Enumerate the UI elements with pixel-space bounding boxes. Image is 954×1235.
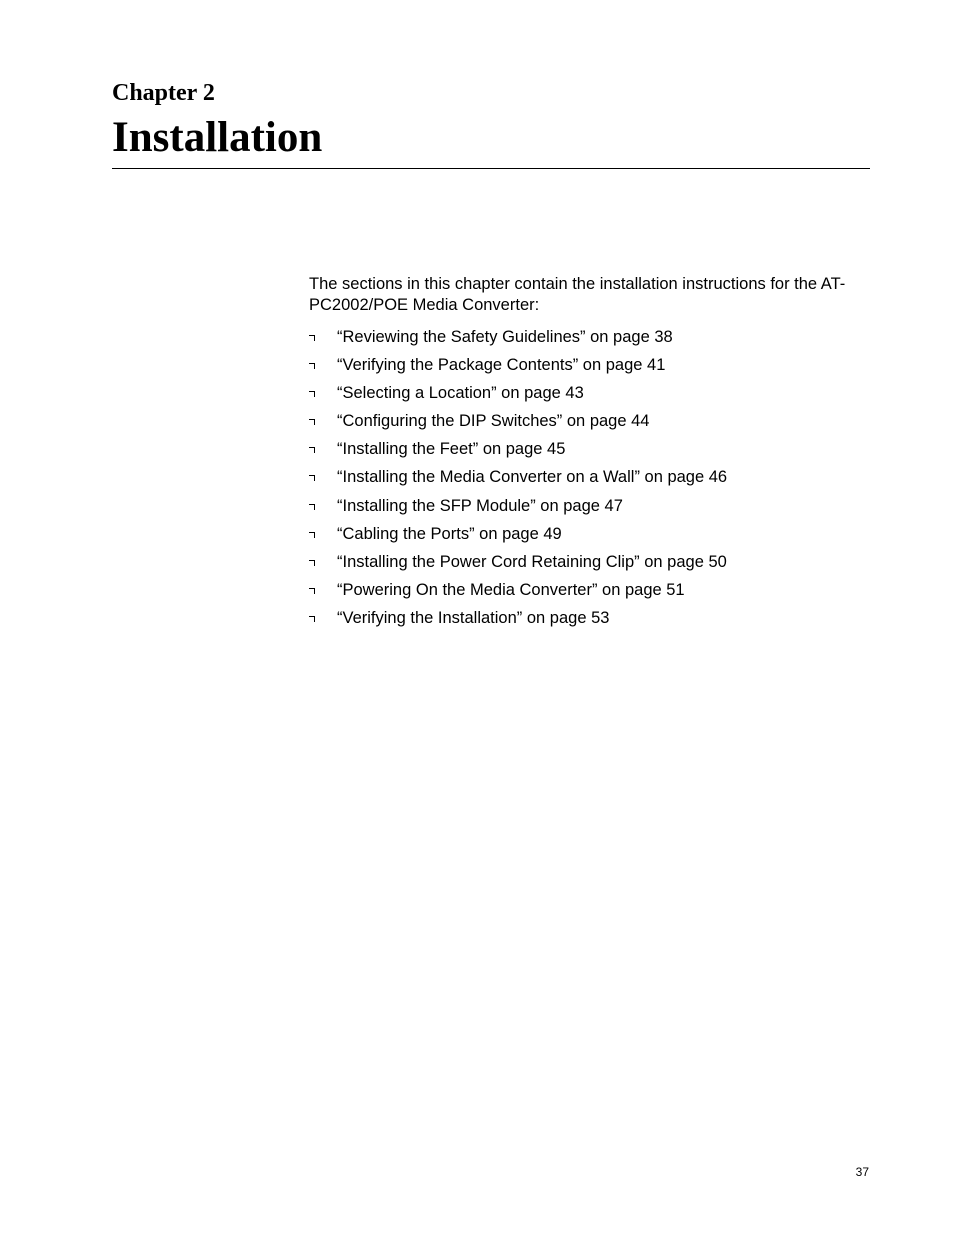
section-link[interactable]: “Verifying the Package Contents” on page 41 bbox=[337, 356, 666, 375]
list-item[interactable] bbox=[309, 608, 869, 636]
checkbox-bullet-icon bbox=[309, 391, 315, 397]
list-item[interactable] bbox=[309, 496, 869, 524]
intro-paragraph: The sections in this chapter contain the installation instructions for the AT-PC2002/POE Media Converter: bbox=[309, 275, 846, 314]
section-link[interactable]: “Installing the SFP Module” on page 47 bbox=[337, 496, 623, 515]
list-item[interactable] bbox=[309, 580, 869, 608]
section-list bbox=[309, 327, 869, 636]
section-link[interactable]: “Powering On the Media Converter” on page 51 bbox=[337, 580, 685, 599]
section-link[interactable]: “Cabling the Ports” on page 49 bbox=[337, 524, 562, 543]
list-item[interactable] bbox=[309, 411, 869, 439]
list-item[interactable] bbox=[309, 552, 869, 580]
section-link[interactable]: “Selecting a Location” on page 43 bbox=[337, 384, 584, 403]
section-link[interactable]: “Installing the Feet” on page 45 bbox=[337, 440, 566, 459]
checkbox-bullet-icon bbox=[309, 363, 315, 369]
checkbox-bullet-icon bbox=[309, 447, 315, 453]
page-number: 37 bbox=[855, 1165, 869, 1179]
chapter-contents bbox=[309, 274, 869, 636]
checkbox-bullet-icon bbox=[309, 588, 315, 594]
section-link[interactable]: “Installing the Power Cord Retaining Clip” on page 50 bbox=[337, 552, 727, 571]
title-divider bbox=[112, 168, 870, 169]
checkbox-bullet-icon bbox=[309, 532, 315, 538]
section-link[interactable]: “Installing the Media Converter on a Wall” on page 46 bbox=[337, 468, 728, 487]
section-link[interactable]: “Configuring the DIP Switches” on page 44 bbox=[337, 412, 650, 431]
checkbox-bullet-icon bbox=[309, 419, 315, 425]
list-item[interactable] bbox=[309, 383, 869, 411]
list-item[interactable] bbox=[309, 524, 869, 552]
list-item[interactable] bbox=[309, 355, 869, 383]
list-item[interactable] bbox=[309, 439, 869, 467]
checkbox-bullet-icon bbox=[309, 504, 315, 510]
list-item[interactable] bbox=[309, 327, 869, 355]
list-item[interactable] bbox=[309, 467, 869, 495]
checkbox-bullet-icon bbox=[309, 335, 315, 341]
checkbox-bullet-icon bbox=[309, 616, 315, 622]
chapter-title: Installation bbox=[112, 114, 323, 161]
checkbox-bullet-icon bbox=[309, 475, 315, 481]
section-link[interactable]: “Verifying the Installation” on page 53 bbox=[337, 608, 610, 627]
section-link[interactable]: “Reviewing the Safety Guidelines” on page 38 bbox=[337, 328, 673, 346]
checkbox-bullet-icon bbox=[309, 560, 315, 566]
chapter-label: Chapter 2 bbox=[112, 80, 215, 106]
